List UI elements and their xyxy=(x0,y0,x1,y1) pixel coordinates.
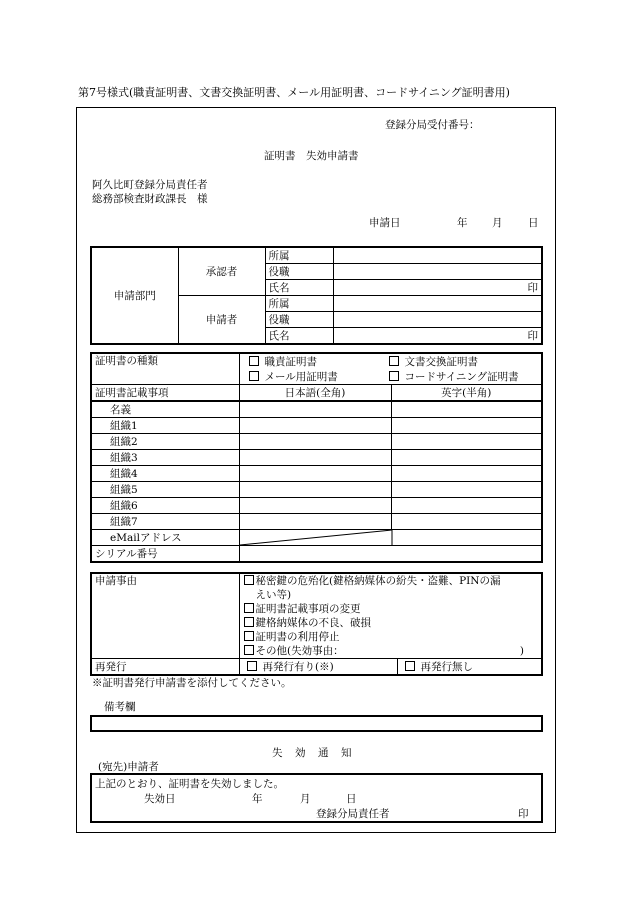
checkbox-media-defect[interactable] xyxy=(244,617,254,627)
checkbox-reissue-yes[interactable] xyxy=(247,661,257,671)
entry-label-org4: 組織4 xyxy=(91,466,239,482)
revocation-date-year: 年 xyxy=(252,793,263,805)
reason-entry-change[interactable] xyxy=(244,602,539,616)
entry-label-org7: 組織7 xyxy=(91,514,239,530)
notice-seal-mark: 印 xyxy=(518,808,529,820)
entry-email-field[interactable] xyxy=(239,530,542,546)
reissue-yes-option[interactable] xyxy=(239,659,397,676)
checkbox-mail-certificate[interactable] xyxy=(249,371,259,381)
entry-label-org1: 組織1 xyxy=(91,418,239,434)
remarks-label: 備考欄 xyxy=(104,701,136,713)
form-title: 証明書 失効申請書 xyxy=(264,150,359,162)
email-diagonal-line xyxy=(240,530,542,545)
reason-media-defect[interactable] xyxy=(244,616,539,630)
application-date-year: 年 xyxy=(457,217,468,229)
reason-stop-use[interactable] xyxy=(244,630,539,644)
revocation-date-label: 失効日 xyxy=(144,793,176,805)
entry-org2-japanese[interactable] xyxy=(239,434,391,450)
notice-addressee: (宛先)申請者 xyxy=(98,761,159,773)
reason-label: 申請事由 xyxy=(91,573,239,659)
entry-org7-japanese[interactable] xyxy=(239,514,391,530)
entry-label-org6: 組織6 xyxy=(91,498,239,514)
approver-label: 承認者 xyxy=(178,247,265,296)
entry-org2-english[interactable] xyxy=(391,434,542,450)
entry-org4-japanese[interactable] xyxy=(239,466,391,482)
entry-org4-english[interactable] xyxy=(391,466,542,482)
form-heading: 第7号様式(職責証明書、文書交換証明書、メール用証明書、コードサイニング証明書用) xyxy=(78,86,510,99)
entry-label-org3: 組織3 xyxy=(91,450,239,466)
reason-other[interactable] xyxy=(244,644,539,658)
checkbox-entry-change[interactable] xyxy=(244,603,254,613)
applicant-affiliation-label: 所属 xyxy=(265,296,333,312)
reissue-no-label: 再発行無し xyxy=(420,660,473,673)
entry-org1-japanese[interactable] xyxy=(239,418,391,434)
reason-key-compromise-cont: えい等) xyxy=(255,589,292,601)
entry-name-english[interactable] xyxy=(391,401,542,418)
applicant-seal-mark: 印 xyxy=(527,329,538,342)
applicant-department-table xyxy=(90,246,543,345)
reissue-note: ※証明書発行申請書を添付してください。 xyxy=(92,677,292,689)
entries-label: 証明書記載事項 xyxy=(91,385,239,402)
approver-position-field[interactable] xyxy=(333,264,542,280)
option-duty-certificate-label: 職責証明書 xyxy=(264,355,317,368)
col-japanese-header: 日本語(全角) xyxy=(239,385,391,402)
revocation-date-month: 月 xyxy=(300,793,311,805)
applicant-position-label: 役職 xyxy=(265,312,333,328)
certificate-type-row-2 xyxy=(239,369,542,385)
entry-org6-japanese[interactable] xyxy=(239,498,391,514)
col-english-header: 英字(半角) xyxy=(391,385,542,402)
reason-media-defect-label: 鍵格納媒体の不良、破損 xyxy=(255,617,371,629)
reason-other-label: その他(失効事由： xyxy=(255,645,344,657)
approver-seal-mark: 印 xyxy=(527,281,538,294)
reason-key-compromise-label: 秘密鍵の危殆化(鍵格納媒体の紛失・盗難、PINの漏 xyxy=(255,575,501,587)
entry-org3-japanese[interactable] xyxy=(239,450,391,466)
option-document-exchange[interactable] xyxy=(389,356,479,368)
option-code-signing[interactable] xyxy=(389,371,519,383)
reason-stop-use-label: 証明書の利用停止 xyxy=(255,631,340,643)
reason-other-close-paren: ) xyxy=(519,645,524,657)
addressee-line-2: 総務部検査財政課長 様 xyxy=(92,193,208,205)
application-date-day: 日 xyxy=(528,217,539,229)
reissue-yes-label: 再発行有り(※) xyxy=(262,660,334,673)
approver-name-label: 氏名 xyxy=(265,280,333,296)
reason-entry-change-label: 証明書記載事項の変更 xyxy=(255,603,361,615)
entry-org3-english[interactable] xyxy=(391,450,542,466)
checkbox-other[interactable] xyxy=(244,645,254,655)
applicant-name-label: 氏名 xyxy=(265,328,333,345)
entry-label-org5: 組織5 xyxy=(91,482,239,498)
notice-officer: 登録分局責任者 xyxy=(316,808,390,820)
application-date-label: 申請日 xyxy=(369,217,401,229)
entry-label-email: eMailアドレス xyxy=(91,530,239,546)
checkbox-code-signing[interactable] xyxy=(389,371,399,381)
applicant-label: 申請者 xyxy=(178,296,265,345)
checkbox-duty-certificate[interactable] xyxy=(249,356,259,366)
option-document-exchange-label: 文書交換証明書 xyxy=(404,355,478,368)
applicant-affiliation-field[interactable] xyxy=(333,296,542,312)
entry-org5-japanese[interactable] xyxy=(239,482,391,498)
entry-name-japanese[interactable] xyxy=(239,401,391,418)
receipt-number-label: 登録分局受付番号： xyxy=(385,119,480,131)
approver-position-label: 役職 xyxy=(265,264,333,280)
checkbox-stop-use[interactable] xyxy=(244,631,254,641)
option-duty-certificate[interactable] xyxy=(243,355,389,369)
entry-org1-english[interactable] xyxy=(391,418,542,434)
notice-statement: 上記のとおり、証明書を失効しました。 xyxy=(95,778,284,790)
approver-name-field[interactable] xyxy=(333,280,542,296)
checkbox-reissue-no[interactable] xyxy=(405,661,415,671)
applicant-position-field[interactable] xyxy=(333,312,542,328)
reason-table xyxy=(90,572,543,676)
certificate-type-label: 証明書の種類 xyxy=(91,353,239,385)
entry-org7-english[interactable] xyxy=(391,514,542,530)
checkbox-document-exchange[interactable] xyxy=(389,356,399,366)
certificate-type-row-1 xyxy=(239,353,542,369)
applicant-name-field[interactable] xyxy=(333,328,542,345)
notice-box xyxy=(90,773,543,823)
checkbox-key-compromise[interactable] xyxy=(244,575,254,585)
application-date-month: 月 xyxy=(492,217,503,229)
entry-org6-english[interactable] xyxy=(391,498,542,514)
serial-number-label: シリアル番号 xyxy=(91,546,239,563)
addressee-line-1: 阿久比町登録分局責任者 xyxy=(92,179,208,191)
remarks-field[interactable] xyxy=(90,715,543,732)
entry-org5-english[interactable] xyxy=(391,482,542,498)
option-mail-certificate[interactable] xyxy=(243,370,389,384)
certificate-entries-table xyxy=(90,352,543,563)
approver-affiliation-field[interactable] xyxy=(333,247,542,264)
option-mail-certificate-label: メール用証明書 xyxy=(264,370,338,383)
reissue-no-option[interactable] xyxy=(397,659,542,676)
approver-affiliation-label: 所属 xyxy=(265,247,333,264)
entry-label-org2: 組織2 xyxy=(91,434,239,450)
reason-key-compromise[interactable] xyxy=(244,574,539,588)
serial-number-field[interactable] xyxy=(239,546,542,563)
entry-label-name: 名義 xyxy=(91,401,239,418)
revocation-date-day: 日 xyxy=(346,793,357,805)
option-code-signing-label: コードサイニング証明書 xyxy=(404,370,519,383)
reason-options xyxy=(239,573,542,659)
notice-title: 失 効 通 知 xyxy=(272,747,353,759)
applicant-department-label: 申請部門 xyxy=(91,247,178,344)
reissue-label: 再発行 xyxy=(91,659,239,676)
